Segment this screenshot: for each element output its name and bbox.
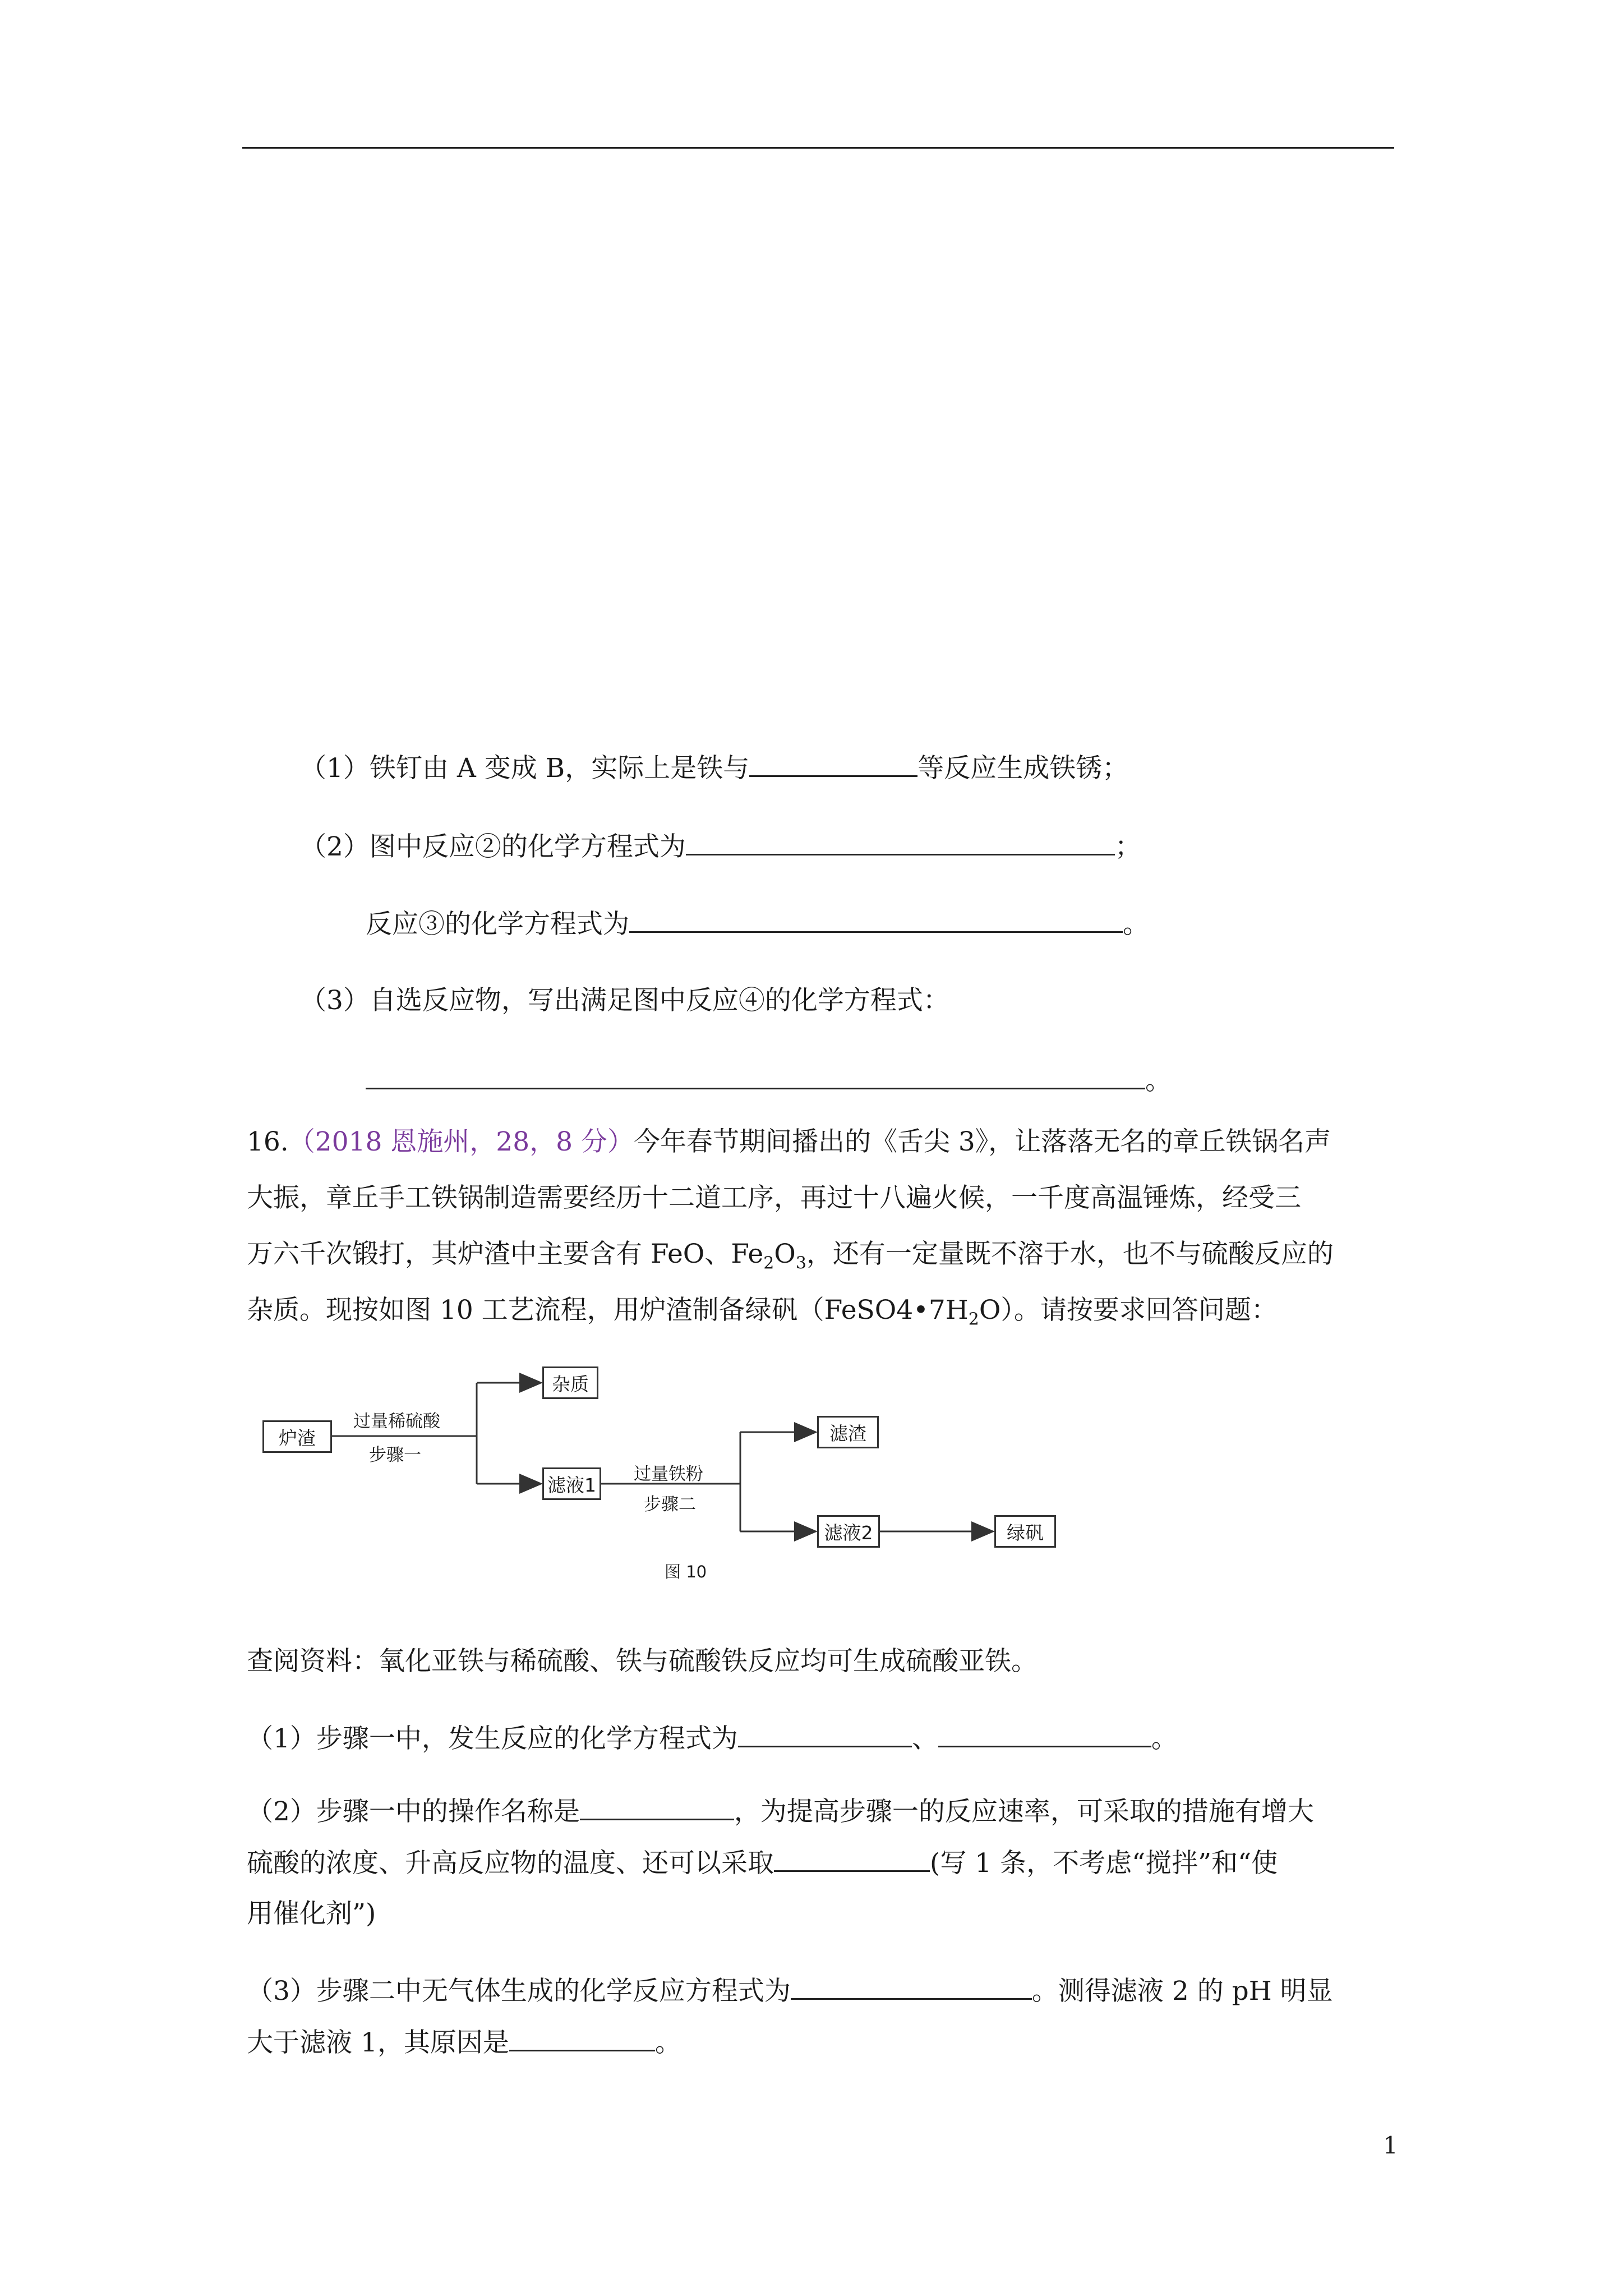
- header-rule: [242, 147, 1394, 149]
- q15-part2: （2）图中反应②的化学方程式为 ；: [300, 829, 1141, 864]
- q15-part3-answer: 。: [366, 1063, 1172, 1098]
- box-slag: 炉渣: [262, 1420, 332, 1453]
- answer-blank[interactable]: [509, 2025, 655, 2051]
- page-number: 1: [1383, 2132, 1398, 2159]
- q16-intro-line2: 大振，章丘手工铁锅制造需要经历十二道工序，再过十八遍火候，一千度高温锤炼，经受三: [247, 1182, 1301, 1213]
- q16-question2-line2: 硫酸的浓度、升高反应物的温度、还可以采取 (写 1 条，不考虑“搅拌”和“使: [247, 1846, 1278, 1880]
- answer-blank[interactable]: [686, 829, 1115, 855]
- label-step1-reagent: 过量稀硫酸: [353, 1411, 440, 1432]
- answer-blank[interactable]: [749, 751, 917, 777]
- q16-source: （2018 恩施州，28，8 分）: [288, 1126, 634, 1157]
- q16-intro-line4: 杂质。现按如图 10 工艺流程，用炉渣制备绿矾$(FeSO4•7H_2O)$。请按要求回答问题：: [247, 1295, 1278, 1329]
- q15-part2b: 反应③的化学方程式为 。: [366, 907, 1149, 941]
- answer-blank[interactable]: [629, 907, 1123, 933]
- answer-blank[interactable]: [580, 1794, 734, 1820]
- q16-intro-line1: 16.（2018 恩施州，28，8 分）今年春节期间播出的《舌尖 3》，让落落无名的章丘铁锅名声: [247, 1126, 1331, 1157]
- q16-intro-line3: 万六千次锻打，其炉渣中主要含有 FeO、$Fe_2O_3$，还有一定量既不溶于水，也不与硫酸反应的: [247, 1239, 1334, 1273]
- label-step1: 步骤一: [369, 1445, 421, 1465]
- box-impurity: 杂质: [542, 1366, 598, 1399]
- q15-part3: （3）自选反应物，写出满足图中反应④的化学方程式：: [300, 985, 949, 1016]
- answer-blank[interactable]: [938, 1721, 1151, 1747]
- q16-question1: （1）步骤一中，发生反应的化学方程式为 、 。: [247, 1721, 1178, 1756]
- label-step2: 步骤二: [644, 1494, 696, 1515]
- q16-question2-line3: 用催化剂”): [247, 1898, 376, 1929]
- figure-caption: 图 10: [665, 1562, 707, 1581]
- answer-blank[interactable]: [791, 1973, 1032, 2000]
- box-product: 绿矾: [994, 1515, 1056, 1548]
- answer-blank[interactable]: [738, 1721, 912, 1747]
- label-step2-reagent: 过量铁粉: [634, 1464, 703, 1484]
- q16-reference: 查阅资料：氧化亚铁与稀硫酸、铁与硫酸铁反应均可生成硫酸亚铁。: [247, 1646, 1038, 1677]
- q16-question3-line2: 大于滤液 1，其原因是 。: [247, 2025, 681, 2060]
- box-filtrate2: 滤液2: [817, 1515, 880, 1548]
- answer-blank[interactable]: [366, 1063, 1145, 1089]
- q16-question2-line1: （2）步骤一中的操作名称是 ，为提高步骤一的反应速率，可采取的措施有增大: [247, 1794, 1314, 1829]
- answer-blank[interactable]: [774, 1846, 930, 1872]
- box-filtrate1: 滤液1: [542, 1467, 601, 1500]
- q16-question3-line1: （3）步骤二中无气体生成的化学反应方程式为 。测得滤液 2 的 pH 明显: [247, 1973, 1333, 2008]
- q15-part1: （1）铁钉由 A 变成 B，实际上是铁与 等反应生成铁锈；: [300, 751, 1128, 785]
- process-flow-diagram: [247, 1358, 1122, 1588]
- box-residue: 滤渣: [817, 1416, 879, 1448]
